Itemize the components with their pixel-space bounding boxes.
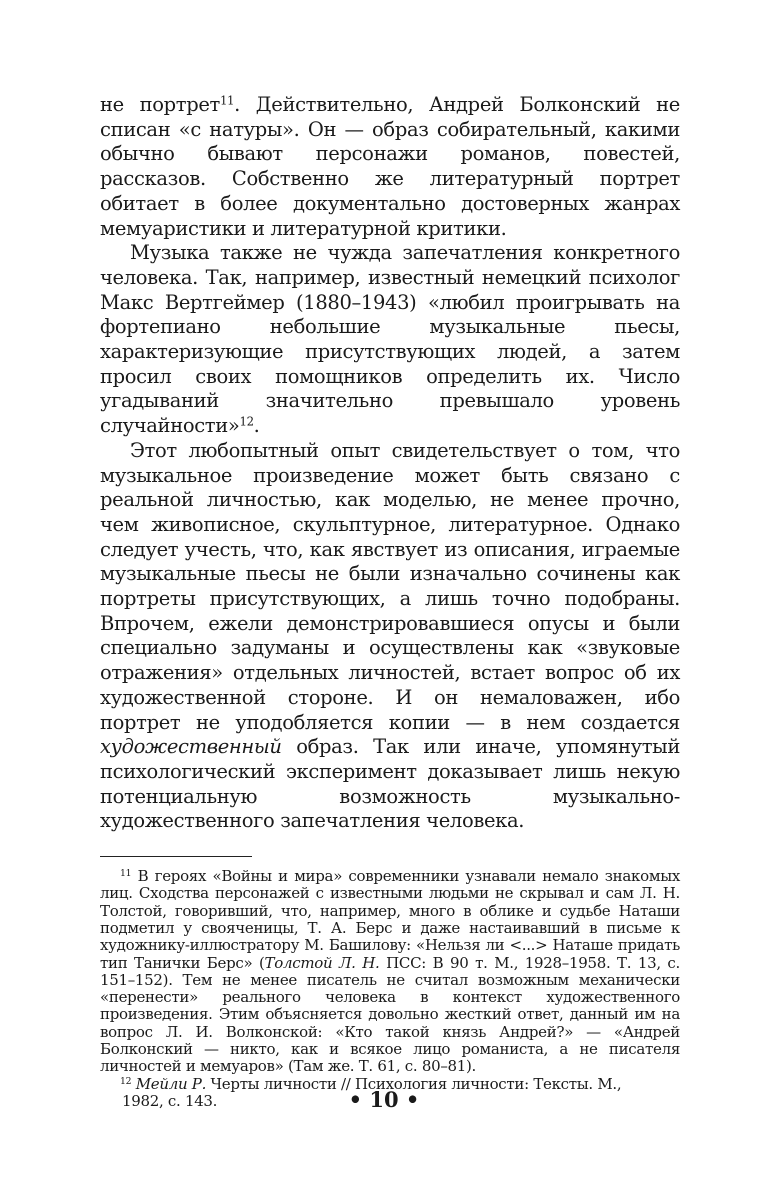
footnote-ref-11: 11 xyxy=(219,93,235,108)
footnote-11-author: Толстой Л. Н. xyxy=(264,953,380,972)
para2-text: Музыка также не чужда запечатления конкретного человека. Так, например, известный немецкий психолог Макс Вертгеймер (1880–1943) «любил проигрывать на фортепиано небольшие музыкальные пьесы, характеризующие присутствующих людей, а затем просил своих помощников определить их. Число угадываний значительно превышало уровень случайности» xyxy=(100,241,680,438)
footnote-12-text: Черты личности // Психология личности: Тексты. М., xyxy=(206,1074,622,1093)
page-content xyxy=(100,93,680,1110)
footnote-11-text-2: ПСС: В 90 т. М., 1928–1958. Т. 13, с. 151–152). Тем не менее писатель не считал возможным механически «перенести» реального человека в контекст художественного произведения. Этим объясняется довольно жесткий ответ, данный им на вопрос Л. И. Волконской: «Кто такой князь Андрей?» — «Андрей Болконский — никто, как и всякое лицо романиста, а не писателя личностей и мемуаров» (Там же. Т. 61, с. 80–81). xyxy=(100,953,680,1076)
footnote-11-number: 11 xyxy=(120,867,132,879)
footnote-separator xyxy=(100,856,252,857)
page-number: • 10 • xyxy=(348,1087,420,1112)
footnote-12-tail: 1982, с. 143. xyxy=(122,1091,218,1110)
footnote-12-number: 12 xyxy=(120,1075,132,1087)
footnote-ref-12: 12 xyxy=(239,414,254,429)
paragraph-1 xyxy=(100,93,680,241)
paragraph-3 xyxy=(100,439,680,834)
footnote-11 xyxy=(100,868,680,1076)
footnote-11-text-1: В героях «Войны и мира» современники узнавали немало знакомых лиц. Сходства персонажей с известными людьми не скрывал и сам Л. Н. Толстой, говоривший, что, например, много в облике и судьбе Наташи подметил у свояченицы, Т. А. Берс и даже настаивавший в письме к художнику-иллюстратору М. Башилову: «Нельзя ли <...> Наташе придать тип Танички Берс» ( xyxy=(100,867,680,972)
para3-emphasis: художественный xyxy=(100,735,282,759)
para1-rest: . Действительно, Андрей Болконский не списан «с натуры». Он — образ собирательный, какими обычно бывают персонажи романов, повестей, рассказов. Собственно же литературный портрет обитает в более документально достоверных жанрах мемуаристики и литературной критики. xyxy=(100,93,680,240)
paragraph-2 xyxy=(100,241,680,439)
para3-after: образ. Так или иначе, упомянутый психологический эксперимент доказывает лишь некую потенциальную возможность музыкально-художественного запечатления человека. xyxy=(100,735,680,833)
footnote-12-author: Мейли Р. xyxy=(135,1074,207,1093)
main-text xyxy=(100,93,680,834)
para3-before: Этот любопытный опыт свидетельствует о том, что музыкальное произведение может быть связано с реальной личностью, как моделью, не менее прочно, чем живописное, скульптурное, литературное. Однако следует учесть, что, как явствует из описания, играемые музыкальные пьесы не были изначально сочинены как портреты присутствующих, а лишь точно подобраны. Впрочем, ежели демонстрировавшиеся опусы и были специально задуманы и осуществлены как «звуковые отражения» отдельных личностей, встает вопрос об их художественной стороне. И он немаловажен, ибо портрет не уподобляется копии — в нем создается xyxy=(100,438,680,734)
footnotes xyxy=(100,868,680,1110)
para2-end: . xyxy=(253,414,260,438)
para1-start: не портрет xyxy=(100,93,220,116)
